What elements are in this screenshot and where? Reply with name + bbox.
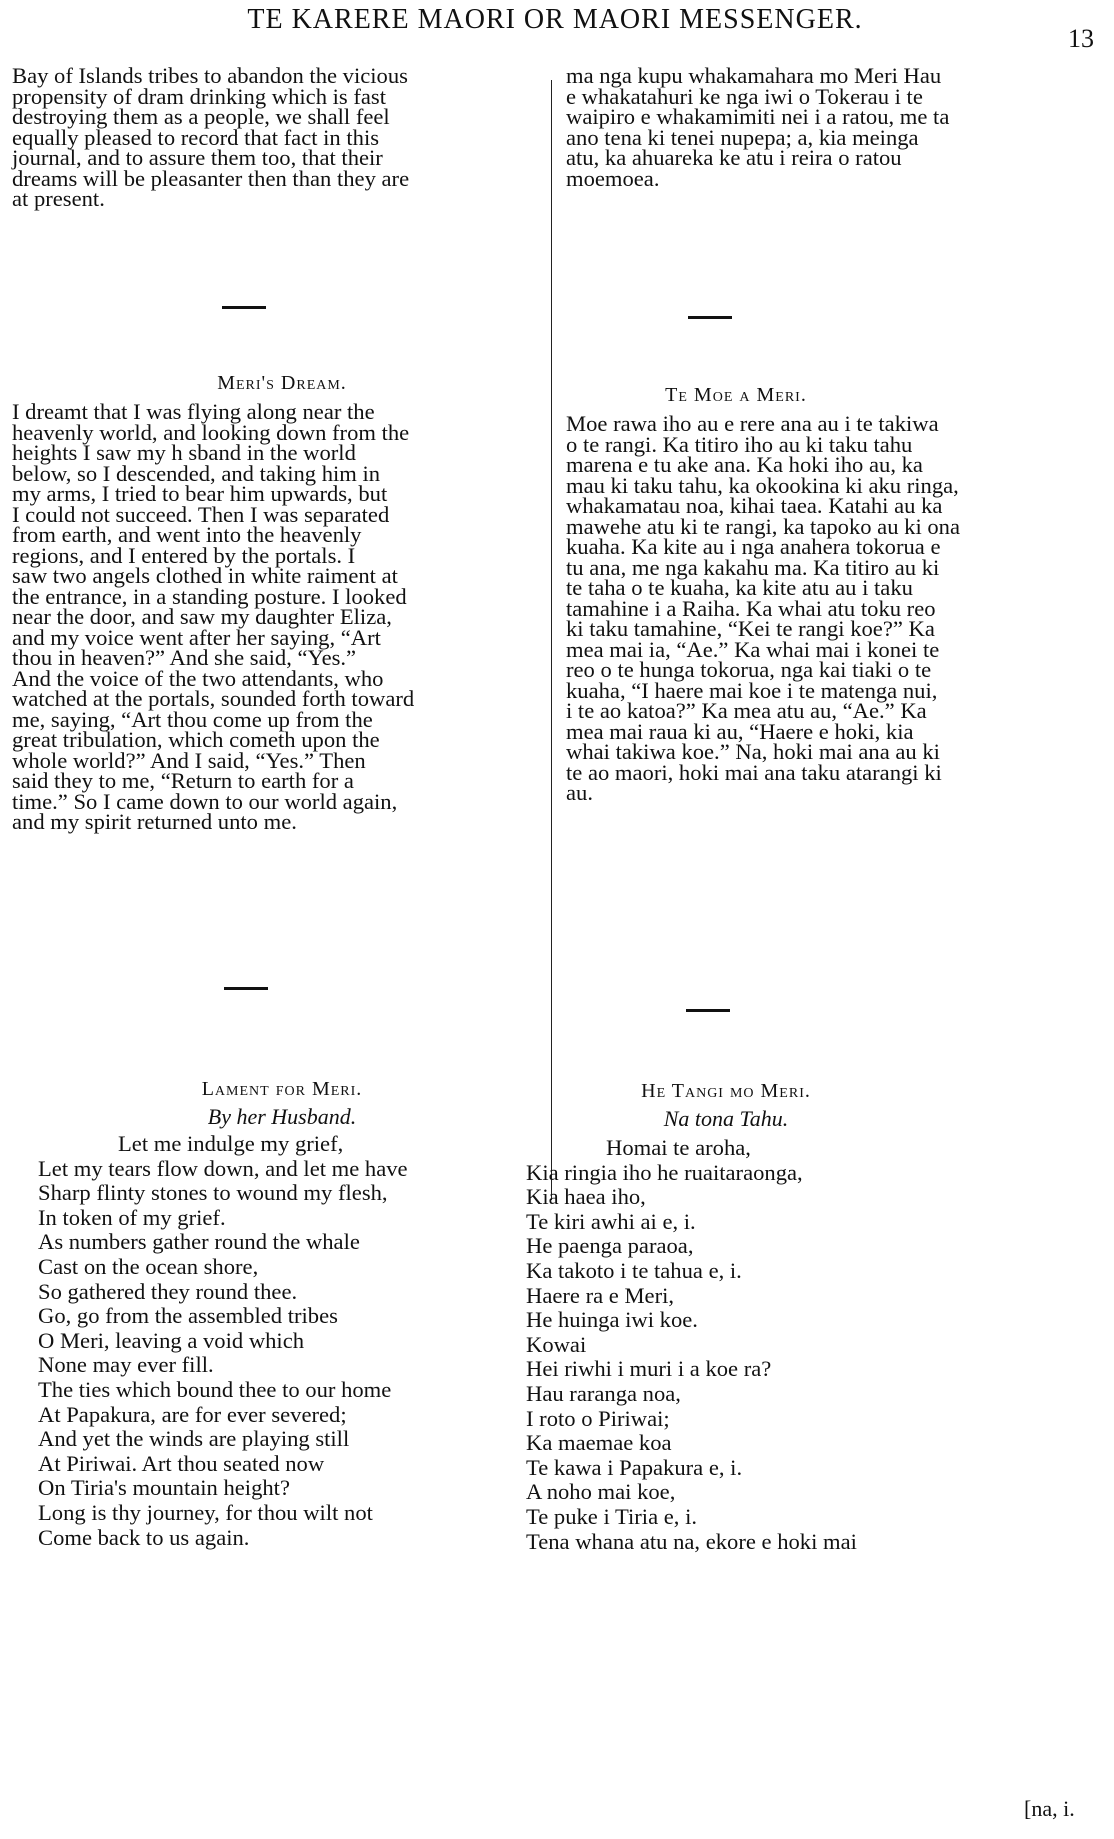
- section-divider: [686, 1009, 730, 1012]
- tangi-poem-maori: [526, 1136, 857, 1554]
- poem-line: Ka maemae koa: [526, 1430, 672, 1456]
- poem-line: He huinga iwi koe.: [526, 1307, 698, 1333]
- poem-line: Te kiri awhi ai e, i.: [526, 1208, 696, 1234]
- poem-line: And yet the winds are playing still: [38, 1426, 350, 1452]
- poem-line: Homai te aroha,: [606, 1135, 751, 1160]
- poem-line: A noho mai koe,: [526, 1479, 676, 1505]
- maori-column: [526, 63, 1106, 1836]
- poem-line: Te puke i Tiria e, i.: [526, 1503, 697, 1529]
- poem-line: Cast on the ocean shore,: [38, 1253, 259, 1279]
- poem-line: So gathered they round thee.: [38, 1278, 298, 1304]
- poem-line: O Meri, leaving a void which: [38, 1327, 305, 1353]
- poem-line: Let my tears flow down, and let me have: [38, 1155, 408, 1181]
- poem-line: Ka takoto i te tahua e, i.: [526, 1257, 742, 1283]
- lament-poem-english: [38, 1132, 408, 1550]
- poem-line: As numbers gather round the whale: [38, 1229, 360, 1255]
- tangi-title-maori: He Tangi mo Meri.: [641, 1080, 811, 1102]
- poem-line: Kia haea iho,: [526, 1184, 646, 1210]
- english-column: [12, 63, 552, 1836]
- poem-line: Long is thy journey, for thou wilt not: [38, 1499, 373, 1525]
- poem-line: On Tiria's mountain height?: [38, 1475, 290, 1501]
- intro-paragraph-maori: ma nga kupu whakamahara mo Meri Hau e whakatahuri ke nga iwi o Tokerau i te waipiro e whakamimiti nei i a ratou, me ta ano tena ki tenei nupepa; a, kia meinga atu, ka ahuareka ke atu i reira o ratou moemoea.: [566, 63, 950, 191]
- section-divider: [224, 987, 268, 990]
- poem-line: The ties which bound thee to our home: [38, 1376, 392, 1402]
- poem-line: Kowai: [526, 1331, 587, 1357]
- dream-paragraph-maori: Moe rawa iho au e rere ana au i te takiwa o te rangi. Ka titiro iho au ki taku tahu marena e tu ake ana. Ka hoki iho au, ka mau ki taku tahu, ka okookina ki aku ringa, whakamatau noa, kihai taea. Katahi au ka mawehe atu ki te rangi, ka tapoko au ki ona kuaha. Ka kite au i nga anahera tokorua e tu ana, me nga kakahu ma. Ka titiro au ki te taha o te kuaha, ka kite atu au i taku tamahine i a Raiha. Ka whai atu toku reo ki taku tamahine, “Kei te rangi koe?” Ka mea mai ia, “Ae.” Ka whai mai i konei te reo o te hunga tokorua, nga kai tiaki o te kuaha, “I haere mai koe i te matenga nui, i te ao katoa?” Ka mea atu au, “Ae.” Ka mea mai raua ki au, “Haere e hoki, kia whai takiwa koe.” Na, hoki mai ana au ki te ao maori, hoki mai ana taku atarangi ki au.: [566, 411, 961, 805]
- poem-line: Hau raranga noa,: [526, 1380, 681, 1406]
- poem-line: Go, go from the assembled tribes: [38, 1303, 338, 1329]
- section-divider: [222, 306, 266, 309]
- poem-line: Hei riwhi i muri i a koe ra?: [526, 1356, 772, 1382]
- intro-paragraph-english: Bay of Islands tribes to abandon the vicious propensity of dram drinking which is fast destroying them as a people, we shall feel equally pleased to record that fact in this journal, and to assure them too, that their dreams will be pleasanter then than they are at present.: [12, 63, 410, 211]
- poem-line: Tena whana atu na, ekore e hoki mai: [526, 1528, 857, 1554]
- running-title: TE KARERE MAORI OR MAORI MESSENGER.: [247, 4, 863, 35]
- poem-line: He paenga paraoa,: [526, 1233, 694, 1259]
- dream-title-english: Meri's Dream.: [217, 372, 347, 394]
- section-divider: [688, 316, 732, 319]
- lament-title-english: Lament for Meri.: [201, 1078, 363, 1100]
- poem-line: At Papakura, are for ever severed;: [38, 1401, 347, 1427]
- tangi-byline-maori: Na tona Tahu.: [663, 1106, 789, 1131]
- dream-paragraph-english: I dreamt that I was flying along near the heavenly world, and looking down from the heights I saw my h sband in the world below, so I descended, and taking him in my arms, I tried to bear him upwards, but I could not succeed. Then I was separated from earth, and went into the heavenly regions, and I entered by the portals. I saw two angels clothed in white raiment at the entrance, in a standing posture. I looked near the door, and saw my daughter Eliza, and my voice went after her saying, “Art thou in heaven?” And she said, “Yes.” And the voice of the two attendants, who watched at the portals, sounded forth toward me, saying, “Art thou come up from the great tribulation, which cometh upon the whole world?” And I said, “Yes.” Then said they to me, “Return to earth for a time.” So I came down to our world again, and my spirit returned unto me.: [12, 399, 415, 834]
- lament-byline-english: By her Husband.: [207, 1104, 357, 1129]
- poem-line: At Piriwai. Art thou seated now: [38, 1450, 325, 1476]
- poem-line: Kia ringia iho he ruaitaraonga,: [526, 1159, 803, 1185]
- poem-line: In token of my grief.: [38, 1204, 226, 1230]
- poem-line: Sharp flinty stones to wound my flesh,: [38, 1180, 388, 1206]
- poem-line: Let me indulge my grief,: [118, 1131, 344, 1156]
- poem-line: Haere ra e Meri,: [526, 1282, 675, 1308]
- poem-line: None may ever fill.: [38, 1352, 214, 1378]
- page-number: 13: [1068, 24, 1094, 53]
- poem-line: I roto o Piriwai;: [526, 1405, 670, 1431]
- poem-line: Come back to us again.: [38, 1524, 250, 1550]
- dream-title-maori: Te Moe a Meri.: [665, 384, 807, 406]
- turnover-note: [na, i.: [1024, 1796, 1075, 1821]
- poem-line: Te kawa i Papakura e, i.: [526, 1454, 743, 1480]
